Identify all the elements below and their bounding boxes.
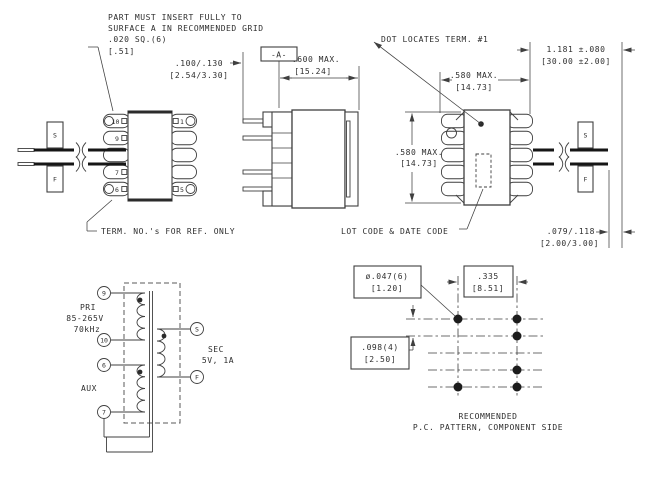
pin-number-5: 5 xyxy=(180,186,184,194)
dim-lead-standoff xyxy=(169,52,243,122)
transformer-outline xyxy=(124,283,180,423)
dot-note-label: DOT LOCATES TERM. #1 xyxy=(381,35,489,44)
svg-text:[14.73]: [14.73] xyxy=(455,83,493,92)
pattern-caption-line1: RECOMMENDED xyxy=(458,412,518,421)
svg-text:[2.50]: [2.50] xyxy=(363,355,397,364)
datum-a-label: -A- xyxy=(270,50,288,60)
sec-rating: 5V, 1A xyxy=(201,356,235,365)
wire-break-icon xyxy=(565,143,569,158)
svg-text:[2.00/3.00]: [2.00/3.00] xyxy=(539,239,599,248)
pri-label: PRI xyxy=(79,303,97,312)
svg-text:[14.73]: [14.73] xyxy=(400,159,438,168)
schematic xyxy=(66,283,234,452)
svg-text:[2.54/3.30]: [2.54/3.30] xyxy=(169,71,229,80)
svg-text:.580 MAX.: .580 MAX. xyxy=(394,148,444,157)
dim-length-1181 xyxy=(517,42,635,248)
solder-pad xyxy=(454,383,463,392)
solder-pad xyxy=(513,383,522,392)
fly-leads-right xyxy=(533,122,608,192)
pin-number-7: 7 xyxy=(115,169,119,177)
aux-label: AUX xyxy=(80,384,98,393)
svg-text:6: 6 xyxy=(102,361,106,370)
svg-text:[1.20]: [1.20] xyxy=(370,284,404,293)
dim-col-pitch xyxy=(447,266,528,297)
svg-text:F: F xyxy=(195,373,199,382)
pin-number-9: 9 xyxy=(115,135,119,143)
lead-size-dim: .020 SQ.(6) xyxy=(108,35,168,44)
lead-size-dim-mm: [.51] xyxy=(108,47,135,56)
solder-pad xyxy=(513,366,522,375)
wire-break-icon xyxy=(559,157,563,172)
lead xyxy=(243,170,272,174)
wire-break-icon xyxy=(82,157,86,172)
polarity-dot xyxy=(162,334,167,339)
lead-tag-f-label: F xyxy=(53,175,57,184)
solder-pad xyxy=(513,332,522,341)
dim-row-pitch xyxy=(351,305,413,369)
package-body xyxy=(128,111,172,201)
lead xyxy=(243,136,272,140)
solder-pad xyxy=(513,315,522,324)
svg-text:10: 10 xyxy=(100,336,108,345)
svg-text:9: 9 xyxy=(102,289,106,298)
package-front-view xyxy=(341,35,635,248)
insert-note-line2: SURFACE A IN RECOMMENDED GRID xyxy=(108,24,264,33)
svg-text:.079/.118: .079/.118 xyxy=(546,227,595,236)
pin-number-6: 6 xyxy=(115,186,119,194)
pri-frequency: 70kHz xyxy=(73,325,101,334)
pattern-caption-line2: P.C. PATTERN, COMPONENT SIDE xyxy=(412,423,564,432)
pri-voltage: 85-265V xyxy=(66,314,104,323)
package-side-view xyxy=(169,47,359,208)
lead-tag-s-label: S xyxy=(583,131,588,140)
wire-break-icon xyxy=(76,143,80,158)
svg-text:[15.24]: [15.24] xyxy=(294,67,332,76)
package-top-view xyxy=(18,111,235,236)
insert-note-line1: PART MUST INSERT FULLY TO xyxy=(108,13,243,22)
dim-hole-size xyxy=(354,266,455,316)
wire-break-icon xyxy=(82,143,86,158)
lead-tag-f-label: F xyxy=(583,175,588,184)
lead-tag-s-label: S xyxy=(53,131,57,140)
pin-number-10: 10 xyxy=(111,118,120,126)
svg-text:1.181 ±.080: 1.181 ±.080 xyxy=(546,45,606,54)
core-connection xyxy=(104,419,153,453)
term-note xyxy=(87,200,235,236)
svg-text:.100/.130: .100/.130 xyxy=(174,59,224,68)
svg-text:[8.51]: [8.51] xyxy=(471,284,505,293)
svg-text:S: S xyxy=(195,325,199,334)
svg-text:[30.00 ±2.00]: [30.00 ±2.00] xyxy=(541,57,611,66)
polarity-dot xyxy=(138,298,143,303)
polarity-dot xyxy=(138,370,143,375)
svg-text:.335: .335 xyxy=(477,272,499,281)
svg-text:ø.047(6): ø.047(6) xyxy=(365,272,409,281)
lot-note-label: LOT CODE & DATE CODE xyxy=(341,227,449,236)
svg-text:.098(4): .098(4) xyxy=(361,343,399,352)
package-body xyxy=(292,110,345,208)
dim-width-600 xyxy=(280,55,359,110)
pc-pattern xyxy=(351,266,563,432)
wire-break-icon xyxy=(76,157,80,172)
svg-text:.580 MAX.: .580 MAX. xyxy=(449,71,499,80)
lead xyxy=(243,187,272,191)
wire-break-icon xyxy=(565,157,569,172)
wire-break-icon xyxy=(559,143,563,158)
pin-number-1: 1 xyxy=(180,118,184,126)
svg-text:.600 MAX.: .600 MAX. xyxy=(291,55,341,64)
term-note-label: TERM. NO.'s FOR REF. ONLY xyxy=(101,227,236,236)
svg-text:7: 7 xyxy=(102,408,106,417)
sec-label: SEC xyxy=(207,345,225,354)
package-body xyxy=(464,110,510,205)
